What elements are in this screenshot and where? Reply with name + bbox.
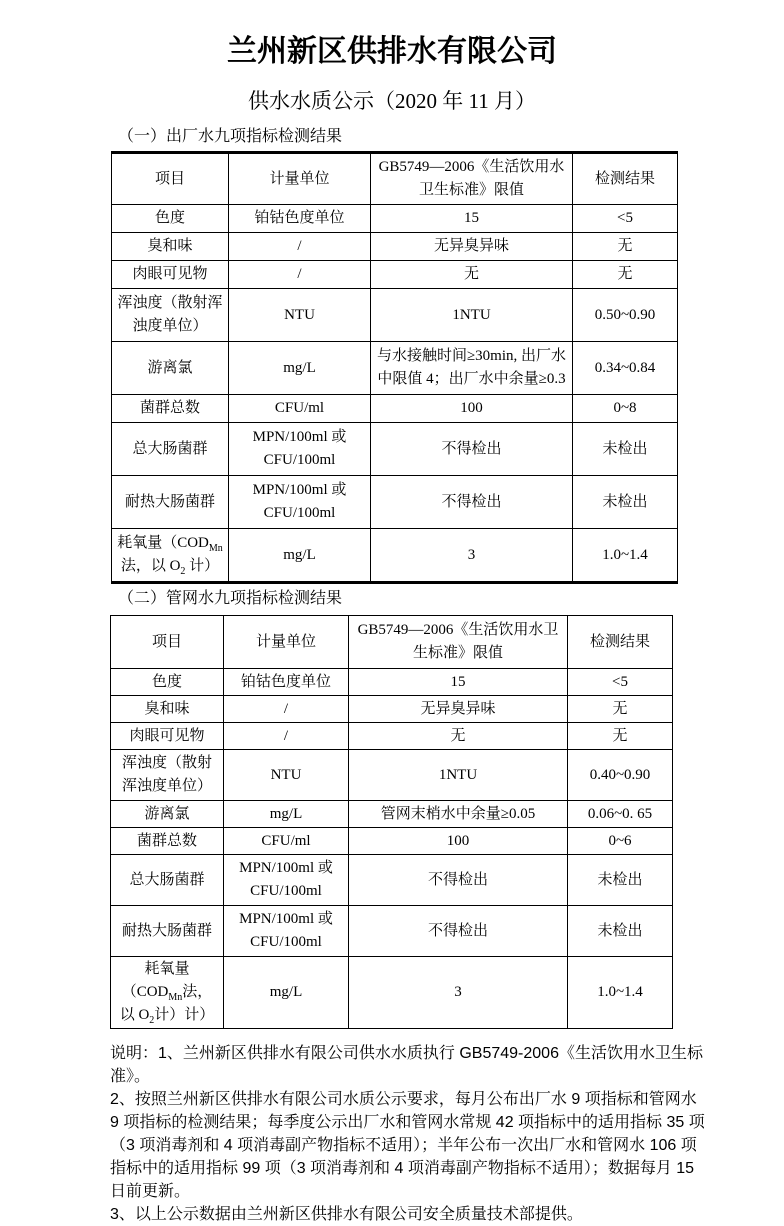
cell-item-cod (112, 529, 229, 583)
table-factory-water (111, 151, 678, 584)
cell-result: 无 (568, 723, 673, 750)
cell-result: 0.40~0.90 (568, 750, 673, 801)
cell-item: 游离氯 (111, 801, 224, 828)
table-pipe-network-water (110, 615, 673, 1029)
cell-result: 0~8 (573, 395, 678, 423)
document-page (0, 32, 784, 1223)
cell-unit: NTU (224, 750, 349, 801)
cell-limit: 3 (349, 957, 568, 1029)
cell-limit: 不得检出 (371, 476, 573, 529)
cell-unit: / (229, 261, 371, 289)
cell-unit: MPN/100ml 或 CFU/100ml (229, 476, 371, 529)
section1-heading: （一）出厂水九项指标检测结果 (118, 128, 343, 145)
cell-result: 0.34~0.84 (573, 342, 678, 395)
cell-limit: 不得检出 (349, 906, 568, 957)
cell-item: 浑浊度（散射浑浊度单位） (111, 750, 224, 801)
cell-item: 总大肠菌群 (111, 855, 224, 906)
cell-item: 菌群总数 (112, 395, 229, 423)
cell-unit: / (229, 233, 371, 261)
cell-limit: 不得检出 (349, 855, 568, 906)
cell-limit: 100 (349, 828, 568, 855)
col-header-item: 项目 (112, 153, 229, 205)
table-row (111, 906, 673, 957)
cell-unit: mg/L (224, 801, 349, 828)
cell-unit: mg/L (224, 957, 349, 1029)
cell-item: 耐热大肠菌群 (112, 476, 229, 529)
cell-item: 肉眼可见物 (111, 723, 224, 750)
cell-item: 肉眼可见物 (112, 261, 229, 289)
cell-limit: 1NTU (349, 750, 568, 801)
cell-result: 0.50~0.90 (573, 289, 678, 342)
cell-item: 臭和味 (111, 696, 224, 723)
page-subtitle: 供水水质公示（2020 年 11 月） (248, 89, 536, 113)
cell-unit: MPN/100ml 或 CFU/100ml (229, 423, 371, 476)
cell-item: 臭和味 (112, 233, 229, 261)
table-row (112, 261, 678, 289)
cod-label-pre: 耗氧量（COD (117, 535, 209, 551)
cell-limit: 15 (371, 205, 573, 233)
cell-item: 色度 (111, 669, 224, 696)
table-row (112, 342, 678, 395)
cell-unit: CFU/ml (229, 395, 371, 423)
notes-block (110, 1042, 706, 1226)
cell-unit: 铂钴色度单位 (229, 205, 371, 233)
cell-item: 耐热大肠菌群 (111, 906, 224, 957)
page-content (110, 127, 710, 1226)
cell-result: 未检出 (568, 855, 673, 906)
cell-item-cod (111, 957, 224, 1029)
col-header-item: 项目 (111, 616, 224, 669)
table-row (111, 669, 673, 696)
cod-sub-mn: Mn (208, 543, 223, 554)
cell-unit: mg/L (229, 342, 371, 395)
cell-limit: 不得检出 (371, 423, 573, 476)
table-row (112, 395, 678, 423)
cell-result: 未检出 (573, 423, 678, 476)
cod-label-post: 计） (185, 558, 220, 574)
col-header-result: 检测结果 (568, 616, 673, 669)
cell-limit: 管网末梢水中余量≥0.05 (349, 801, 568, 828)
table-header-row (112, 153, 678, 205)
cell-result: <5 (573, 205, 678, 233)
note-line: 3、以上公示数据由兰州新区供排水有限公司安全质量技术部提供。 (110, 1206, 583, 1223)
cell-limit: 无异臭异味 (371, 233, 573, 261)
table-row (112, 476, 678, 529)
table-row (111, 855, 673, 906)
cell-limit: 15 (349, 669, 568, 696)
cell-limit: 与水接触时间≥30min, 出厂水中限值 4；出厂水中余量≥0.3 (371, 342, 573, 395)
cell-unit: MPN/100ml 或 CFU/100ml (224, 855, 349, 906)
cell-limit: 1NTU (371, 289, 573, 342)
cell-result: 0~6 (568, 828, 673, 855)
cell-result: 未检出 (573, 476, 678, 529)
table-row-cod (112, 529, 678, 583)
cell-result: 未检出 (568, 906, 673, 957)
col-header-unit: 计量单位 (224, 616, 349, 669)
cell-limit: 无 (371, 261, 573, 289)
cell-item: 菌群总数 (111, 828, 224, 855)
table-row (111, 828, 673, 855)
cell-result: <5 (568, 669, 673, 696)
cod-label-post: 计）计） (154, 1007, 215, 1023)
cell-unit: / (224, 696, 349, 723)
table-row (111, 723, 673, 750)
cod-label-mid: 法，以 O (119, 984, 213, 1023)
cell-unit: 铂钴色度单位 (224, 669, 349, 696)
note-line: 说明：1、兰州新区供排水有限公司供水水质执行 GB5749-2006《生活饮用水卫生标准》。 (110, 1045, 703, 1085)
col-header-unit: 计量单位 (229, 153, 371, 205)
cell-limit: 3 (371, 529, 573, 583)
cell-unit: mg/L (229, 529, 371, 583)
col-header-limit: GB5749—2006《生活饮用水卫生标准》限值 (349, 616, 568, 669)
table-row (111, 696, 673, 723)
cell-unit: NTU (229, 289, 371, 342)
table-row (112, 233, 678, 261)
cod-label-mid: 法，以 O (120, 558, 181, 574)
col-header-limit: GB5749—2006《生活饮用水卫生标准》限值 (371, 153, 573, 205)
page-title: 兰州新区供排水有限公司 (227, 35, 557, 68)
cell-result: 1.0~1.4 (573, 529, 678, 583)
col-header-result: 检测结果 (573, 153, 678, 205)
note-line: 2、按照兰州新区供排水有限公司水质公示要求，每月公布出厂水 9 项指标和管网水 9 项指标的检测结果；每季度公示出厂水和管网水常规 42 项指标中的适用指标 35 项（3 项消毒剂和 4 项消毒副产物指标不适用）；半年公布一次出厂水和管网水 106 项指标中的适用指标 99 项（3 项消毒剂和 4 项消毒副产物指标不适用）；数据每月 15 日前更新。 (110, 1091, 705, 1200)
cell-result: 无 (573, 261, 678, 289)
cell-limit: 无 (349, 723, 568, 750)
cell-result: 1.0~1.4 (568, 957, 673, 1029)
table-row (112, 289, 678, 342)
cell-result: 无 (568, 696, 673, 723)
cell-result: 无 (573, 233, 678, 261)
cell-limit: 无异臭异味 (349, 696, 568, 723)
table-row (111, 750, 673, 801)
cell-unit: MPN/100ml 或 CFU/100ml (224, 906, 349, 957)
table-row (111, 801, 673, 828)
cod-sub-o2: 2 (149, 1015, 155, 1026)
table-row-cod (111, 957, 673, 1029)
cell-unit: CFU/ml (224, 828, 349, 855)
cell-item: 色度 (112, 205, 229, 233)
cell-item: 浑浊度（散射浑浊度单位） (112, 289, 229, 342)
table-row (112, 205, 678, 233)
cell-limit: 100 (371, 395, 573, 423)
cod-sub-mn: Mn (168, 992, 183, 1003)
cell-item: 总大肠菌群 (112, 423, 229, 476)
cell-result: 0.06~0. 65 (568, 801, 673, 828)
table-row (112, 423, 678, 476)
cod-sub-o2: 2 (180, 566, 186, 577)
cod-label-pre: 耗氧量（COD (121, 961, 190, 1000)
cell-item: 游离氯 (112, 342, 229, 395)
table-header-row (111, 616, 673, 669)
section2-heading: （二）管网水九项指标检测结果 (118, 590, 343, 607)
cell-unit: / (224, 723, 349, 750)
